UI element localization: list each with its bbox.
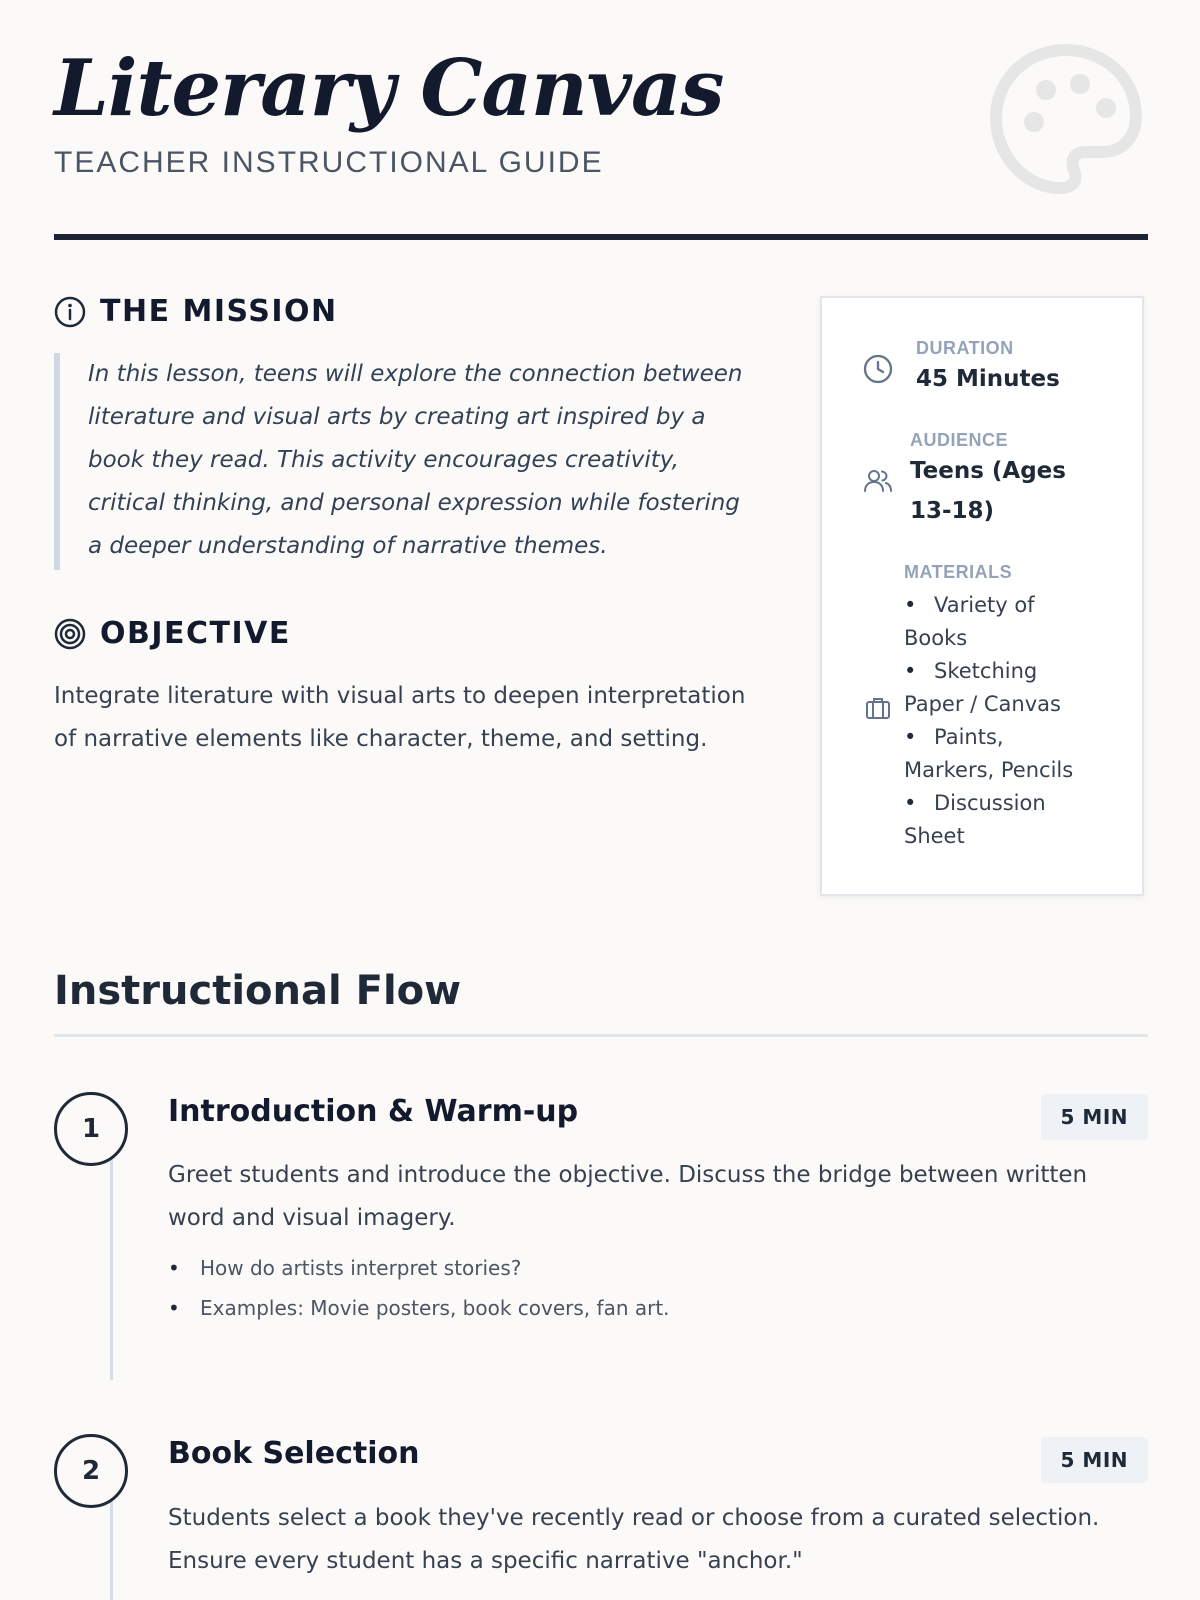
flow-divider: [54, 1034, 1148, 1037]
mission-heading-label: THE MISSION: [100, 294, 338, 329]
step-description: Students select a book they've recently read or choose from a curated selection. Ensure every student has a specific narrative "anchor.": [168, 1505, 1100, 1574]
header-divider: [54, 234, 1148, 240]
lesson-info-card: [820, 296, 1144, 896]
users-icon: [862, 465, 894, 497]
info-circle-icon: [54, 296, 86, 328]
list-item: • Variety of Books: [904, 589, 1094, 655]
duration-label: DURATION: [916, 338, 1014, 358]
list-item: • Paints, Markers, Pencils: [904, 721, 1094, 787]
list-item: • Sketching Paper / Canvas: [904, 655, 1094, 721]
materials-row: [862, 562, 1094, 853]
flow-heading: Instructional Flow: [54, 968, 462, 1014]
step-duration-badge: 5 MIN: [1041, 1094, 1148, 1140]
step-number-badge: 1: [54, 1092, 128, 1166]
audience-row: [862, 430, 1110, 531]
timeline-connector: [110, 1130, 113, 1380]
palette-icon: [990, 44, 1142, 196]
clock-icon: [862, 353, 894, 385]
list-item: • Examples: Movie posters, book covers, fan art.: [168, 1288, 670, 1328]
objective-heading: [54, 616, 774, 651]
audience-label: AUDIENCE: [910, 430, 1009, 450]
briefcase-icon: [862, 692, 894, 724]
duration-row: [862, 338, 1060, 399]
page-subtitle: TEACHER INSTRUCTIONAL GUIDE: [54, 146, 604, 179]
target-icon: [54, 618, 86, 650]
step-description: Greet students and introduce the objective. Discuss the bridge between written word and visual imagery.: [168, 1162, 1088, 1231]
audience-value: Teens (Ages 13-18): [910, 458, 1066, 524]
step-number-badge: 2: [54, 1434, 128, 1508]
objective-heading-label: OBJECTIVE: [100, 616, 291, 651]
materials-label: MATERIALS: [904, 562, 1013, 582]
objective-text: Integrate literature with visual arts to deepen interpretation of narrative elements like character, theme, and setting.: [54, 683, 746, 752]
overview-section: [54, 294, 774, 761]
mission-text: In this lesson, teens will explore the connection between literature and visual arts by creating art inspired by a book they read. This activity encourages creativity, critical thinking, and personal expression while fostering a deeper understanding of narrative themes.: [54, 353, 748, 570]
step-duration-badge: 5 MIN: [1041, 1437, 1148, 1483]
step-bullet-list: [168, 1248, 670, 1328]
duration-value: 45 Minutes: [916, 366, 1060, 392]
mission-heading: [54, 294, 774, 329]
list-item: • How do artists interpret stories?: [168, 1248, 670, 1288]
step-title: Book Selection: [168, 1436, 420, 1471]
materials-list: [904, 589, 1094, 853]
list-item: • Discussion Sheet: [904, 787, 1094, 853]
page-title: Literary Canvas: [54, 43, 724, 134]
step-title: Introduction & Warm-up: [168, 1094, 579, 1129]
header: [54, 43, 1148, 180]
